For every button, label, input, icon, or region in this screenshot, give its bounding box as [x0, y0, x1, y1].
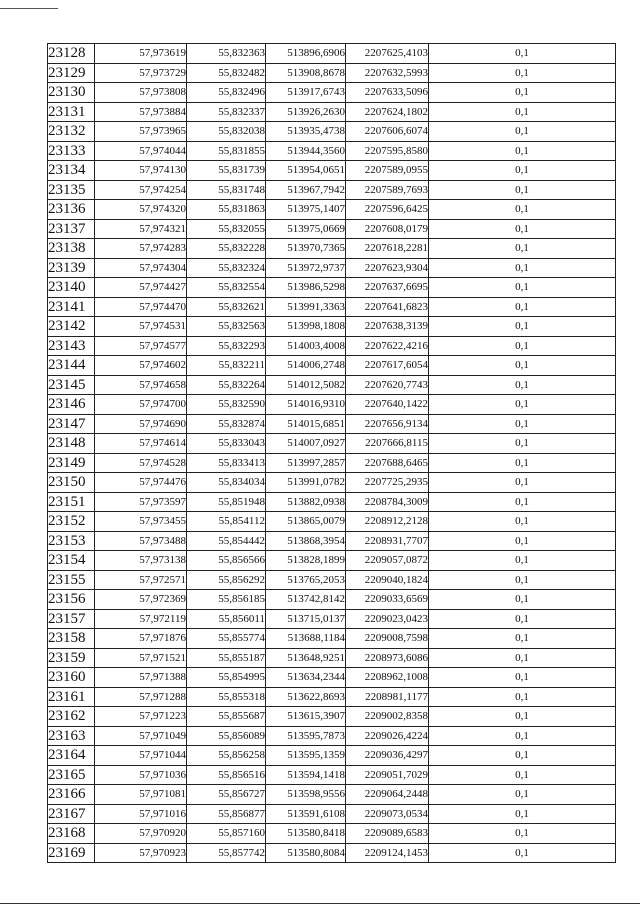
table-row	[48, 219, 616, 239]
error-cell: 0,1	[429, 102, 616, 122]
x-coordinate-cell: 513868,3954	[266, 531, 346, 551]
y-coordinate-cell: 2207641,6823	[346, 297, 429, 317]
longitude-cell: 55,834034	[187, 473, 266, 493]
table-row	[48, 414, 616, 434]
y-coordinate-cell: 2207625,4103	[346, 44, 429, 64]
page-footer-rule	[0, 903, 640, 904]
error-cell: 0,1	[429, 395, 616, 415]
point-number-cell: 23154	[48, 551, 95, 571]
latitude-cell: 57,973597	[95, 492, 187, 512]
longitude-cell: 55,854442	[187, 531, 266, 551]
y-coordinate-cell: 2207632,5993	[346, 63, 429, 83]
error-cell: 0,1	[429, 453, 616, 473]
y-coordinate-cell: 2207637,6695	[346, 278, 429, 298]
x-coordinate-cell: 513998,1808	[266, 317, 346, 337]
latitude-cell: 57,971036	[95, 765, 187, 785]
longitude-cell: 55,832211	[187, 356, 266, 376]
table-row	[48, 765, 616, 785]
point-number-cell: 23149	[48, 453, 95, 473]
longitude-cell: 55,832363	[187, 44, 266, 64]
table-row	[48, 531, 616, 551]
point-number-cell: 23165	[48, 765, 95, 785]
table-row	[48, 648, 616, 668]
latitude-cell: 57,973619	[95, 44, 187, 64]
latitude-cell: 57,971044	[95, 746, 187, 766]
y-coordinate-cell: 2207589,0955	[346, 161, 429, 181]
latitude-cell: 57,971288	[95, 687, 187, 707]
x-coordinate-cell: 513742,8142	[266, 590, 346, 610]
point-number-cell: 23159	[48, 648, 95, 668]
error-cell: 0,1	[429, 278, 616, 298]
y-coordinate-cell: 2207623,9304	[346, 258, 429, 278]
latitude-cell: 57,974304	[95, 258, 187, 278]
table-row	[48, 570, 616, 590]
error-cell: 0,1	[429, 746, 616, 766]
longitude-cell: 55,832038	[187, 122, 266, 142]
longitude-cell: 55,856258	[187, 746, 266, 766]
longitude-cell: 55,855774	[187, 629, 266, 649]
table-row	[48, 551, 616, 571]
y-coordinate-cell: 2209008,7598	[346, 629, 429, 649]
point-number-cell: 23148	[48, 434, 95, 454]
point-number-cell: 23162	[48, 707, 95, 727]
longitude-cell: 55,856727	[187, 785, 266, 805]
point-number-cell: 23167	[48, 804, 95, 824]
table-row	[48, 317, 616, 337]
longitude-cell: 55,856089	[187, 726, 266, 746]
longitude-cell: 55,832554	[187, 278, 266, 298]
x-coordinate-cell: 513580,8418	[266, 824, 346, 844]
page-header-rule	[0, 8, 58, 9]
error-cell: 0,1	[429, 707, 616, 727]
y-coordinate-cell: 2209057,0872	[346, 551, 429, 571]
longitude-cell: 55,832590	[187, 395, 266, 415]
latitude-cell: 57,973965	[95, 122, 187, 142]
error-cell: 0,1	[429, 122, 616, 142]
y-coordinate-cell: 2207606,6074	[346, 122, 429, 142]
longitude-cell: 55,832228	[187, 239, 266, 259]
table-row	[48, 668, 616, 688]
latitude-cell: 57,973138	[95, 551, 187, 571]
error-cell: 0,1	[429, 687, 616, 707]
table-row	[48, 63, 616, 83]
error-cell: 0,1	[429, 63, 616, 83]
x-coordinate-cell: 513595,1359	[266, 746, 346, 766]
table-row	[48, 629, 616, 649]
x-coordinate-cell: 513715,0137	[266, 609, 346, 629]
latitude-cell: 57,972369	[95, 590, 187, 610]
y-coordinate-cell: 2207688,6465	[346, 453, 429, 473]
latitude-cell: 57,974614	[95, 434, 187, 454]
latitude-cell: 57,974470	[95, 297, 187, 317]
point-number-cell: 23134	[48, 161, 95, 181]
point-number-cell: 23141	[48, 297, 95, 317]
y-coordinate-cell: 2207617,6054	[346, 356, 429, 376]
latitude-cell: 57,974044	[95, 141, 187, 161]
error-cell: 0,1	[429, 336, 616, 356]
y-coordinate-cell: 2209002,8358	[346, 707, 429, 727]
x-coordinate-cell: 513944,3560	[266, 141, 346, 161]
y-coordinate-cell: 2207656,9134	[346, 414, 429, 434]
latitude-cell: 57,974690	[95, 414, 187, 434]
table-row	[48, 395, 616, 415]
table-row	[48, 843, 616, 863]
table-row	[48, 161, 616, 181]
longitude-cell: 55,854112	[187, 512, 266, 532]
y-coordinate-cell: 2207608,0179	[346, 219, 429, 239]
y-coordinate-cell: 2208931,7707	[346, 531, 429, 551]
longitude-cell: 55,832563	[187, 317, 266, 337]
point-number-cell: 23138	[48, 239, 95, 259]
point-number-cell: 23140	[48, 278, 95, 298]
table-row	[48, 687, 616, 707]
y-coordinate-cell: 2209026,4224	[346, 726, 429, 746]
table-row	[48, 804, 616, 824]
point-number-cell: 23147	[48, 414, 95, 434]
longitude-cell: 55,831863	[187, 200, 266, 220]
longitude-cell: 55,832324	[187, 258, 266, 278]
y-coordinate-cell: 2209089,6583	[346, 824, 429, 844]
error-cell: 0,1	[429, 785, 616, 805]
latitude-cell: 57,974254	[95, 180, 187, 200]
point-number-cell: 23132	[48, 122, 95, 142]
y-coordinate-cell: 2207589,7693	[346, 180, 429, 200]
table-row	[48, 200, 616, 220]
error-cell: 0,1	[429, 629, 616, 649]
x-coordinate-cell: 513634,2344	[266, 668, 346, 688]
error-cell: 0,1	[429, 414, 616, 434]
table-row	[48, 726, 616, 746]
y-coordinate-cell: 2207624,1802	[346, 102, 429, 122]
point-number-cell: 23156	[48, 590, 95, 610]
table-row	[48, 297, 616, 317]
latitude-cell: 57,973488	[95, 531, 187, 551]
longitude-cell: 55,832874	[187, 414, 266, 434]
point-number-cell: 23151	[48, 492, 95, 512]
point-number-cell: 23136	[48, 200, 95, 220]
error-cell: 0,1	[429, 44, 616, 64]
latitude-cell: 57,974476	[95, 473, 187, 493]
x-coordinate-cell: 513986,5298	[266, 278, 346, 298]
x-coordinate-cell: 513991,0782	[266, 473, 346, 493]
point-number-cell: 23143	[48, 336, 95, 356]
longitude-cell: 55,833413	[187, 453, 266, 473]
table-row	[48, 512, 616, 532]
longitude-cell: 55,831855	[187, 141, 266, 161]
y-coordinate-cell: 2207725,2935	[346, 473, 429, 493]
point-number-cell: 23131	[48, 102, 95, 122]
x-coordinate-cell: 513991,3363	[266, 297, 346, 317]
point-number-cell: 23160	[48, 668, 95, 688]
longitude-cell: 55,855187	[187, 648, 266, 668]
latitude-cell: 57,972571	[95, 570, 187, 590]
latitude-cell: 57,973808	[95, 83, 187, 103]
latitude-cell: 57,974283	[95, 239, 187, 259]
y-coordinate-cell: 2209051,7029	[346, 765, 429, 785]
error-cell: 0,1	[429, 843, 616, 863]
latitude-cell: 57,971049	[95, 726, 187, 746]
latitude-cell: 57,970923	[95, 843, 187, 863]
table-row	[48, 434, 616, 454]
error-cell: 0,1	[429, 200, 616, 220]
error-cell: 0,1	[429, 356, 616, 376]
longitude-cell: 55,856566	[187, 551, 266, 571]
x-coordinate-cell: 513598,9556	[266, 785, 346, 805]
y-coordinate-cell: 2209036,4297	[346, 746, 429, 766]
table-row	[48, 278, 616, 298]
point-number-cell: 23163	[48, 726, 95, 746]
table-row	[48, 473, 616, 493]
x-coordinate-cell: 513688,1184	[266, 629, 346, 649]
error-cell: 0,1	[429, 648, 616, 668]
y-coordinate-cell: 2209023,0423	[346, 609, 429, 629]
y-coordinate-cell: 2209124,1453	[346, 843, 429, 863]
table-row	[48, 180, 616, 200]
x-coordinate-cell: 513954,0651	[266, 161, 346, 181]
point-number-cell: 23168	[48, 824, 95, 844]
x-coordinate-cell: 513935,4738	[266, 122, 346, 142]
latitude-cell: 57,973729	[95, 63, 187, 83]
error-cell: 0,1	[429, 590, 616, 610]
longitude-cell: 55,857160	[187, 824, 266, 844]
longitude-cell: 55,857742	[187, 843, 266, 863]
table-row	[48, 785, 616, 805]
latitude-cell: 57,971521	[95, 648, 187, 668]
x-coordinate-cell: 514015,6851	[266, 414, 346, 434]
x-coordinate-cell: 513970,7365	[266, 239, 346, 259]
error-cell: 0,1	[429, 726, 616, 746]
longitude-cell: 55,851948	[187, 492, 266, 512]
longitude-cell: 55,856516	[187, 765, 266, 785]
longitude-cell: 55,856877	[187, 804, 266, 824]
point-number-cell: 23128	[48, 44, 95, 64]
x-coordinate-cell: 513967,7942	[266, 180, 346, 200]
x-coordinate-cell: 513595,7873	[266, 726, 346, 746]
longitude-cell: 55,855687	[187, 707, 266, 727]
error-cell: 0,1	[429, 570, 616, 590]
point-number-cell: 23153	[48, 531, 95, 551]
latitude-cell: 57,971016	[95, 804, 187, 824]
y-coordinate-cell: 2209064,2448	[346, 785, 429, 805]
x-coordinate-cell: 513975,0669	[266, 219, 346, 239]
latitude-cell: 57,974531	[95, 317, 187, 337]
point-number-cell: 23146	[48, 395, 95, 415]
table-row	[48, 609, 616, 629]
longitude-cell: 55,832496	[187, 83, 266, 103]
x-coordinate-cell: 513926,2630	[266, 102, 346, 122]
x-coordinate-cell: 513622,8693	[266, 687, 346, 707]
error-cell: 0,1	[429, 512, 616, 532]
x-coordinate-cell: 514007,0927	[266, 434, 346, 454]
error-cell: 0,1	[429, 180, 616, 200]
table-row	[48, 492, 616, 512]
latitude-cell: 57,974528	[95, 453, 187, 473]
error-cell: 0,1	[429, 258, 616, 278]
latitude-cell: 57,971876	[95, 629, 187, 649]
latitude-cell: 57,974321	[95, 219, 187, 239]
error-cell: 0,1	[429, 804, 616, 824]
y-coordinate-cell: 2207595,8580	[346, 141, 429, 161]
table-row	[48, 590, 616, 610]
table-row	[48, 102, 616, 122]
point-number-cell: 23137	[48, 219, 95, 239]
latitude-cell: 57,974602	[95, 356, 187, 376]
x-coordinate-cell: 513917,6743	[266, 83, 346, 103]
table-row	[48, 44, 616, 64]
table-row	[48, 707, 616, 727]
error-cell: 0,1	[429, 531, 616, 551]
x-coordinate-cell: 513972,9737	[266, 258, 346, 278]
y-coordinate-cell: 2207622,4216	[346, 336, 429, 356]
point-number-cell: 23158	[48, 629, 95, 649]
point-number-cell: 23152	[48, 512, 95, 532]
point-number-cell: 23142	[48, 317, 95, 337]
table-row	[48, 336, 616, 356]
y-coordinate-cell: 2207618,2281	[346, 239, 429, 259]
latitude-cell: 57,971388	[95, 668, 187, 688]
y-coordinate-cell: 2208962,1008	[346, 668, 429, 688]
longitude-cell: 55,831748	[187, 180, 266, 200]
table-row	[48, 453, 616, 473]
table-row	[48, 239, 616, 259]
x-coordinate-cell: 513594,1418	[266, 765, 346, 785]
point-number-cell: 23161	[48, 687, 95, 707]
error-cell: 0,1	[429, 83, 616, 103]
latitude-cell: 57,973884	[95, 102, 187, 122]
y-coordinate-cell: 2208912,2128	[346, 512, 429, 532]
table-row	[48, 83, 616, 103]
x-coordinate-cell: 513615,3907	[266, 707, 346, 727]
error-cell: 0,1	[429, 765, 616, 785]
error-cell: 0,1	[429, 473, 616, 493]
longitude-cell: 55,832482	[187, 63, 266, 83]
longitude-cell: 55,831739	[187, 161, 266, 181]
error-cell: 0,1	[429, 434, 616, 454]
x-coordinate-cell: 513908,8678	[266, 63, 346, 83]
y-coordinate-cell: 2208784,3009	[346, 492, 429, 512]
longitude-cell: 55,832055	[187, 219, 266, 239]
y-coordinate-cell: 2209040,1824	[346, 570, 429, 590]
point-number-cell: 23139	[48, 258, 95, 278]
x-coordinate-cell: 513648,9251	[266, 648, 346, 668]
longitude-cell: 55,833043	[187, 434, 266, 454]
latitude-cell: 57,970920	[95, 824, 187, 844]
longitude-cell: 55,856185	[187, 590, 266, 610]
y-coordinate-cell: 2209073,0534	[346, 804, 429, 824]
error-cell: 0,1	[429, 219, 616, 239]
longitude-cell: 55,854995	[187, 668, 266, 688]
x-coordinate-cell: 514006,2748	[266, 356, 346, 376]
longitude-cell: 55,855318	[187, 687, 266, 707]
y-coordinate-cell: 2207620,7743	[346, 375, 429, 395]
point-number-cell: 23135	[48, 180, 95, 200]
y-coordinate-cell: 2207633,5096	[346, 83, 429, 103]
error-cell: 0,1	[429, 297, 616, 317]
y-coordinate-cell: 2208981,1177	[346, 687, 429, 707]
table-row	[48, 356, 616, 376]
table-row	[48, 746, 616, 766]
y-coordinate-cell: 2207666,8115	[346, 434, 429, 454]
coordinates-table-body	[48, 44, 616, 863]
error-cell: 0,1	[429, 609, 616, 629]
latitude-cell: 57,974320	[95, 200, 187, 220]
error-cell: 0,1	[429, 824, 616, 844]
x-coordinate-cell: 514016,9310	[266, 395, 346, 415]
y-coordinate-cell: 2209033,6569	[346, 590, 429, 610]
y-coordinate-cell: 2207596,6425	[346, 200, 429, 220]
x-coordinate-cell: 514003,4008	[266, 336, 346, 356]
x-coordinate-cell: 513765,2053	[266, 570, 346, 590]
coordinates-table	[47, 43, 616, 863]
x-coordinate-cell: 513865,0079	[266, 512, 346, 532]
error-cell: 0,1	[429, 375, 616, 395]
longitude-cell: 55,856292	[187, 570, 266, 590]
error-cell: 0,1	[429, 161, 616, 181]
x-coordinate-cell: 513882,0938	[266, 492, 346, 512]
latitude-cell: 57,971223	[95, 707, 187, 727]
point-number-cell: 23145	[48, 375, 95, 395]
longitude-cell: 55,832337	[187, 102, 266, 122]
latitude-cell: 57,972119	[95, 609, 187, 629]
point-number-cell: 23130	[48, 83, 95, 103]
table-row	[48, 375, 616, 395]
point-number-cell: 23133	[48, 141, 95, 161]
x-coordinate-cell: 513580,8084	[266, 843, 346, 863]
point-number-cell: 23155	[48, 570, 95, 590]
y-coordinate-cell: 2208973,6086	[346, 648, 429, 668]
error-cell: 0,1	[429, 492, 616, 512]
table-row	[48, 141, 616, 161]
error-cell: 0,1	[429, 141, 616, 161]
table-row	[48, 258, 616, 278]
point-number-cell: 23129	[48, 63, 95, 83]
table-row	[48, 824, 616, 844]
latitude-cell: 57,974658	[95, 375, 187, 395]
x-coordinate-cell: 513975,1407	[266, 200, 346, 220]
latitude-cell: 57,971081	[95, 785, 187, 805]
point-number-cell: 23166	[48, 785, 95, 805]
longitude-cell: 55,856011	[187, 609, 266, 629]
x-coordinate-cell: 513896,6906	[266, 44, 346, 64]
point-number-cell: 23157	[48, 609, 95, 629]
x-coordinate-cell: 513997,2857	[266, 453, 346, 473]
table-row	[48, 122, 616, 142]
error-cell: 0,1	[429, 668, 616, 688]
point-number-cell: 23150	[48, 473, 95, 493]
x-coordinate-cell: 514012,5082	[266, 375, 346, 395]
x-coordinate-cell: 513591,6108	[266, 804, 346, 824]
point-number-cell: 23144	[48, 356, 95, 376]
x-coordinate-cell: 513828,1899	[266, 551, 346, 571]
error-cell: 0,1	[429, 551, 616, 571]
latitude-cell: 57,974700	[95, 395, 187, 415]
longitude-cell: 55,832621	[187, 297, 266, 317]
longitude-cell: 55,832293	[187, 336, 266, 356]
error-cell: 0,1	[429, 317, 616, 337]
latitude-cell: 57,974130	[95, 161, 187, 181]
point-number-cell: 23169	[48, 843, 95, 863]
y-coordinate-cell: 2207638,3139	[346, 317, 429, 337]
latitude-cell: 57,973455	[95, 512, 187, 532]
latitude-cell: 57,974427	[95, 278, 187, 298]
error-cell: 0,1	[429, 239, 616, 259]
latitude-cell: 57,974577	[95, 336, 187, 356]
longitude-cell: 55,832264	[187, 375, 266, 395]
y-coordinate-cell: 2207640,1422	[346, 395, 429, 415]
point-number-cell: 23164	[48, 746, 95, 766]
